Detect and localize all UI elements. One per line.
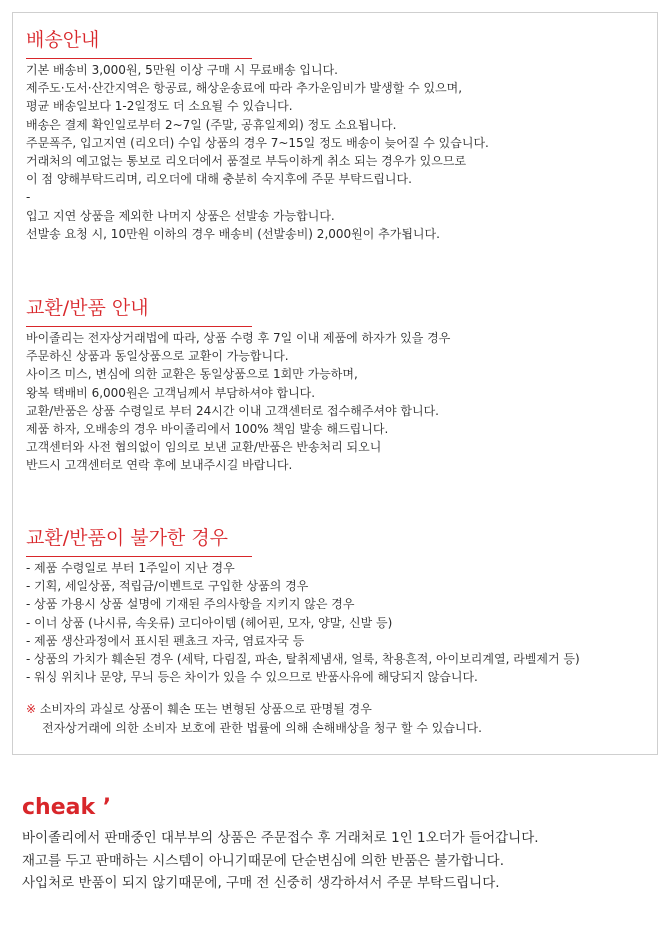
text-line: 교환/반품은 상품 수령일로 부터 24시간 이내 고객센터로 접수해주셔야 합니다.	[26, 403, 439, 418]
cheak-title: cheak ’	[22, 795, 112, 820]
cheak-section	[22, 793, 652, 895]
heading-divider	[26, 326, 252, 327]
not-allowed-list	[26, 559, 636, 686]
text-line: 주문하신 상품과 동일상품으로 교환이 가능합니다.	[26, 349, 289, 364]
reference-mark-icon: ※	[26, 702, 37, 717]
shipping-heading: 배송안내	[26, 29, 100, 51]
text-line: 배송은 결제 확인일로부터 2~7일 (주말, 공휴일제외) 정도 소요됩니다.	[26, 117, 397, 132]
shipping-text	[26, 61, 636, 243]
exchange-heading: 교환/반품 안내	[26, 297, 149, 319]
exchange-section	[26, 295, 636, 475]
shipping-section	[26, 27, 636, 243]
text-line: 주문폭주, 입고지연 (리오더) 수입 상품의 경우 7~15일 정도 배송이 늦어질 수 있습니다.	[26, 135, 489, 150]
text-line: 사입처로 반품이 되지 않기때문에, 구매 전 신중히 생각하셔서 주문 부탁드립니다.	[22, 875, 500, 891]
text-line: 거래처의 예고없는 통보로 리오더에서 품절로 부득이하게 취소 되는 경우가 있으므로	[26, 154, 467, 169]
text-line: 바이졸리에서 판매중인 대부부의 상품은 주문접수 후 거래처로 1인 1오더가 들어갑니다.	[22, 830, 539, 846]
text-line: 왕복 택배비 6,000원은 고객님께서 부담하셔야 합니다.	[26, 385, 316, 400]
heading-divider	[26, 556, 252, 557]
text-line: 이 점 양해부탁드리며, 리오더에 대해 충분히 숙지후에 주문 부탁드립니다.	[26, 172, 412, 187]
text-line: 고객센터와 사전 협의없이 임의로 보낸 교환/반품은 반송처리 되오니	[26, 440, 382, 455]
exchange-text	[26, 329, 636, 475]
heading-divider	[26, 58, 252, 59]
warning-note	[26, 700, 636, 736]
text-line: 선발송 요청 시, 10만원 이하의 경우 배송비 (선발송비) 2,000원이 추가됩니다.	[26, 226, 440, 241]
text-line: 입고 지연 상품을 제외한 나머지 상품은 선발송 가능합니다.	[26, 208, 335, 223]
list-item: - 이너 상품 (나시류, 속옷류) 코디아이템 (헤어핀, 모자, 양말, 신발 등)	[26, 615, 393, 630]
text-line: 사이즈 미스, 변심에 의한 교환은 동일상품으로 1회만 가능하며,	[26, 367, 358, 382]
not-allowed-section	[26, 525, 636, 737]
not-allowed-heading: 교환/반품이 불가한 경우	[26, 527, 229, 549]
info-box	[12, 12, 658, 755]
note-line: 전자상거래에 의한 소비자 보호에 관한 법률에 의해 손해배상을 청구 할 수 있습니다.	[42, 720, 482, 735]
list-item: - 기획, 세일상품, 적립금/이벤트로 구입한 상품의 경우	[26, 579, 309, 594]
text-line: 반드시 고객센터로 연락 후에 보내주시길 바랍니다.	[26, 458, 293, 473]
cheak-text	[22, 827, 652, 895]
list-item: - 제품 수령일로 부터 1주일이 지난 경우	[26, 561, 235, 575]
list-item: - 제품 생산과정에서 표시된 펜쵸크 자국, 염료자국 등	[26, 633, 305, 648]
text-line: 재고를 두고 판매하는 시스템이 아니기때문에 단순변심에 의한 반품은 불가합니다.	[22, 852, 505, 869]
text-line: 평균 배송일보다 1-2일정도 더 소요될 수 있습니다.	[26, 99, 293, 114]
list-item: - 상품의 가치가 훼손된 경우 (세탁, 다림질, 파손, 탈취제냄새, 얼룩, 착용흔적, 아이보리계열, 라벨제거 등)	[26, 652, 580, 667]
list-item: - 워싱 위치나 문양, 무늬 등은 차이가 있을 수 있으므로 반품사유에 해당되지 않습니다.	[26, 670, 478, 685]
text-line: 제품 하자, 오배송의 경우 바이졸리에서 100% 책임 발송 해드립니다.	[26, 422, 389, 437]
text-line: 기본 배송비 3,000원, 5만원 이상 구매 시 무료배송 입니다.	[26, 63, 338, 77]
note-line	[26, 700, 636, 718]
text-line: 제주도·도서·산간지역은 항공료, 해상운송료에 따라 추가운임비가 발생할 수 있으며,	[26, 81, 463, 96]
note-text: 소비자의 과실로 상품이 훼손 또는 변형된 상품으로 판명될 경우	[39, 702, 372, 717]
list-item: - 상품 가용시 상품 설명에 기재된 주의사항을 지키지 않은 경우	[26, 597, 355, 612]
text-line: -	[26, 190, 31, 205]
text-line: 바이졸리는 전자상거래법에 따라, 상품 수령 후 7일 이내 제품에 하자가 있을 경우	[26, 331, 451, 345]
